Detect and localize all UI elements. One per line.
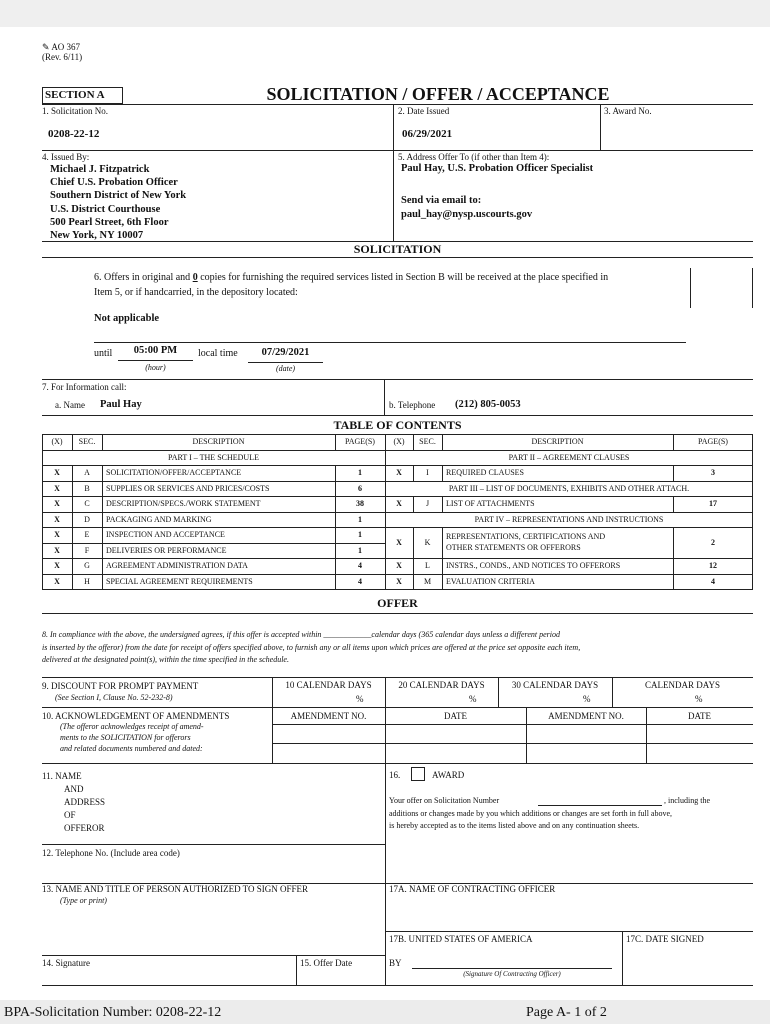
item6-text <box>94 272 608 283</box>
item8-line2: is inserted by the offeror) from the date for receipt of offers specified above, to furnish any or all items upon which prices are offered at the price set opposite each item, <box>42 643 581 652</box>
toc-header-pages: PAGE(S) <box>345 437 375 446</box>
pencil-icon: ✎ <box>42 42 50 52</box>
item16-label: 16. <box>389 770 401 780</box>
toc-part4: PART IV – REPRESENTATIONS AND INSTRUCTIONS <box>474 515 664 524</box>
field4-label: 4. Issued By: <box>42 152 90 162</box>
field1-label: 1. Solicitation No. <box>42 106 108 116</box>
contact-name-label: a. Name <box>55 400 85 410</box>
toc-sec: H <box>84 577 90 586</box>
toc-x-mark: X <box>54 530 60 539</box>
toc-x-mark: X <box>54 468 60 477</box>
date-issued[interactable]: 06/29/2021 <box>402 128 453 140</box>
toc-desc: SOLICITATION/OFFER/ACCEPTANCE <box>106 468 242 477</box>
item6-post: copies for furnishing the required services listed in Section B will be received at the place specified in <box>197 272 609 283</box>
toc-sec: M <box>423 577 432 586</box>
toc-pages: 1 <box>358 468 362 477</box>
toc-x-mark: X <box>396 561 402 570</box>
item13-sub: (Type or print) <box>60 896 107 905</box>
field5-label: 5. Address Offer To (if other than Item 4): <box>398 152 550 162</box>
solicitation-heading: SOLICITATION <box>353 242 442 256</box>
form-code <box>42 43 80 52</box>
form-revision: (Rev. 6/11) <box>42 52 83 62</box>
toc-sec: L <box>425 561 430 570</box>
toc-desc: AGREEMENT ADMINISTRATION DATA <box>106 561 248 570</box>
award-line1-post: , including the <box>664 796 710 805</box>
toc-x-mark: X <box>396 468 402 477</box>
hour-caption: (hour) <box>145 363 166 372</box>
item14-label: 14. Signature <box>42 958 90 968</box>
discount-30-days: 30 CALENDAR DAYS <box>511 680 599 690</box>
item10-label: 10. ACKNOWLEDGEMENT OF AMENDMENTS <box>42 711 230 721</box>
footer-solicitation-number: BPA-Solicitation Number: 0208-22-12 <box>4 1005 222 1020</box>
page-title: SOLICITATION / OFFER / ACCEPTANCE <box>266 84 610 104</box>
toc-pages: 4 <box>711 577 715 586</box>
toc-desc: LIST OF ATTACHMENTS <box>446 499 535 508</box>
toc-desc: REQUIRED CLAUSES <box>446 468 525 477</box>
discount-other-pct[interactable]: % <box>695 694 703 704</box>
item11-line: OF <box>64 810 76 820</box>
toc-x-mark: X <box>54 499 60 508</box>
toc-sec: D <box>84 515 90 524</box>
issued-by-line: U.S. District Courthouse <box>50 203 161 215</box>
issued-by-line: 500 Pearl Street, 6th Floor <box>50 216 169 228</box>
amendment-date-header: DATE <box>444 711 467 721</box>
toc-pages: 17 <box>709 499 717 508</box>
toc-part2: PART II – AGREEMENT CLAUSES <box>508 453 630 462</box>
offer-heading: OFFER <box>377 596 418 610</box>
toc-desc: DELIVERIES OR PERFORMANCE <box>106 546 227 555</box>
toc-x-mark: X <box>54 577 60 586</box>
toc-x-mark: X <box>396 538 402 547</box>
toc-desc: EVALUATION CRITERIA <box>446 577 535 586</box>
toc-header-pages: PAGE(S) <box>698 437 728 446</box>
item11-line: ADDRESS <box>64 797 106 807</box>
top-bar <box>0 0 770 27</box>
item6-pre: 6. Offers in original and <box>94 272 193 283</box>
item6-line2: Item 5, or if handcarried, in the depository located: <box>94 287 298 298</box>
toc-desc: REPRESENTATIONS, CERTIFICATIONS AND <box>446 532 606 541</box>
toc-sec: B <box>84 484 90 493</box>
award-line1-pre: Your offer on Solicitation Number <box>389 796 500 805</box>
toc-desc: PACKAGING AND MARKING <box>106 515 212 524</box>
toc-desc: DESCRIPTION/SPECS./WORK STATEMENT <box>106 499 261 508</box>
issued-by-block <box>50 163 186 242</box>
toc-header-x: (X) <box>51 437 63 446</box>
toc-x-mark: X <box>396 577 402 586</box>
toc-pages: 1 <box>358 515 362 524</box>
toc-pages: 3 <box>711 468 715 477</box>
hour-value[interactable]: 05:00 PM <box>133 345 178 356</box>
toc-sec: F <box>84 546 90 555</box>
toc-pages: 4 <box>358 561 362 570</box>
toc-pages: 2 <box>711 538 715 547</box>
toc-x-mark: X <box>396 499 402 508</box>
item8-line1: 8. In compliance with the above, the undersigned agrees, if this offer is accepted within ____________calendar days (365 calendar days unless a different period <box>42 630 560 639</box>
issued-by-line: New York, NY 10007 <box>50 230 144 242</box>
item13-label: 13. NAME AND TITLE OF PERSON AUTHORIZED TO SIGN OFFER <box>42 884 309 894</box>
award-line2: additions or changes made by you which additions or changes are set forth in full above, <box>389 809 673 818</box>
toc-heading: TABLE OF CONTENTS <box>333 418 462 432</box>
toc-pages: 1 <box>358 546 362 555</box>
toc-sec: K <box>424 538 431 547</box>
amendment-no-header: AMENDMENT NO. <box>548 711 624 721</box>
toc-sec: E <box>84 530 90 539</box>
form-code-text: AO 367 <box>51 42 81 52</box>
toc-desc: SPECIAL AGREEMENT REQUIREMENTS <box>106 577 253 586</box>
toc-desc: INSTRS., CONDS., AND NOTICES TO OFFERORS <box>446 561 621 570</box>
award-label: AWARD <box>432 770 465 780</box>
item17a-label: 17A. NAME OF CONTRACTING OFFICER <box>389 884 556 894</box>
item11-line: AND <box>64 784 84 794</box>
toc-header-sec: SEC. <box>78 437 96 446</box>
by-label: BY <box>389 958 402 968</box>
item9-sub: (See Section I, Clause No. 52-232-8) <box>55 693 173 702</box>
toc-x-mark: X <box>54 515 60 524</box>
toc-sec: C <box>84 499 90 508</box>
toc-header-x: (X) <box>393 437 405 446</box>
issued-by-line: Southern District of New York <box>50 190 187 202</box>
discount-20-pct[interactable]: % <box>469 694 477 704</box>
issued-by-line: Chief U.S. Probation Officer <box>50 177 178 189</box>
item11-label <box>42 770 105 835</box>
discount-10-days: 10 CALENDAR DAYS <box>285 680 372 690</box>
date-caption: (date) <box>275 364 296 373</box>
copies-count[interactable]: 0 <box>192 272 198 283</box>
item17b-label: 17B. UNITED STATES OF AMERICA <box>389 934 533 944</box>
item10-sub3: and related documents numbered and dated: <box>60 744 203 753</box>
item10-sub2: ments to the SOLICITATION for offerors <box>60 733 191 742</box>
item9-label: 9. DISCOUNT FOR PROMPT PAYMENT <box>42 681 199 691</box>
field7-label: 7. For Information call: <box>42 382 127 392</box>
item11-line: 11. NAME <box>42 771 82 781</box>
toc-header-sec: SEC. <box>419 437 436 446</box>
toc-desc: INSPECTION AND ACCEPTANCE <box>106 530 225 539</box>
toc-x-mark: X <box>54 484 60 493</box>
toc-pages: 1 <box>358 530 362 539</box>
email-address[interactable]: paul_hay@nysp.uscourts.gov <box>401 209 533 220</box>
award-checkbox[interactable] <box>411 767 425 781</box>
telephone-value[interactable]: (212) 805-0053 <box>455 399 521 410</box>
toc-sec: G <box>84 561 90 570</box>
field3-label: 3. Award No. <box>604 106 652 116</box>
toc-header-desc: DESCRIPTION <box>192 437 245 446</box>
toc-x-mark: X <box>54 546 60 555</box>
telephone-label: b. Telephone <box>389 400 436 410</box>
issued-by-line: Michael J. Fitzpatrick <box>50 164 150 175</box>
toc-pages: 12 <box>709 561 717 570</box>
email-label: Send via email to: <box>401 195 482 206</box>
toc-sec: A <box>84 468 90 477</box>
contact-name[interactable]: Paul Hay <box>100 399 142 410</box>
toc-pages: 38 <box>356 499 364 508</box>
item15-label: 15. Offer Date <box>300 958 353 968</box>
toc-part3: PART III – LIST OF DOCUMENTS, EXHIBITS AND OTHER ATTACH. <box>448 484 690 493</box>
toc-sec: J <box>425 499 430 508</box>
item17c-label: 17C. DATE SIGNED <box>626 934 704 944</box>
amendment-date-header: DATE <box>688 711 711 721</box>
toc-x-mark: X <box>54 561 60 570</box>
date-value[interactable]: 07/29/2021 <box>261 347 310 358</box>
local-time-label: local time <box>198 348 238 359</box>
signature-caption: (Signature Of Contracting Officer) <box>463 970 561 978</box>
item8-line3: delivered at the designated point(s), within the time specified in the schedule. <box>42 655 289 664</box>
toc-sec: I <box>426 468 429 477</box>
footer-page-number: Page A- 1 of 2 <box>526 1005 607 1020</box>
discount-other-days: CALENDAR DAYS <box>645 680 720 690</box>
section-label: SECTION A <box>42 87 123 104</box>
solicitation-number[interactable]: 0208-22-12 <box>48 128 100 140</box>
until-label: until <box>94 348 113 359</box>
item12-label: 12. Telephone No. (Include area code) <box>42 848 180 858</box>
toc-header-desc: DESCRIPTION <box>531 437 584 446</box>
depository-location[interactable]: Not applicable <box>94 313 160 324</box>
award-solicitation-number-input[interactable] <box>538 794 662 806</box>
toc-part1: PART I – THE SCHEDULE <box>168 453 259 462</box>
item11-line: OFFEROR <box>64 823 105 833</box>
discount-30-pct[interactable]: % <box>583 694 591 704</box>
address-offer-to: Paul Hay, U.S. Probation Officer Specialist <box>401 163 594 174</box>
amendment-no-header: AMENDMENT NO. <box>290 711 367 721</box>
discount-20-days: 20 CALENDAR DAYS <box>398 680 485 690</box>
toc-pages: 4 <box>358 577 362 586</box>
award-line3: is hereby accepted as to the items listed above and on any continuation sheets. <box>389 821 640 830</box>
field2-label: 2. Date Issued <box>398 106 450 116</box>
discount-10-pct[interactable]: % <box>356 694 364 704</box>
item10-sub1: (The offeror acknowledges receipt of amend- <box>60 722 204 731</box>
toc-pages: 6 <box>358 484 362 493</box>
toc-desc: OTHER STATEMENTS OR OFFERORS <box>446 543 581 552</box>
toc-desc: SUPPLIES OR SERVICES AND PRICES/COSTS <box>106 484 270 493</box>
